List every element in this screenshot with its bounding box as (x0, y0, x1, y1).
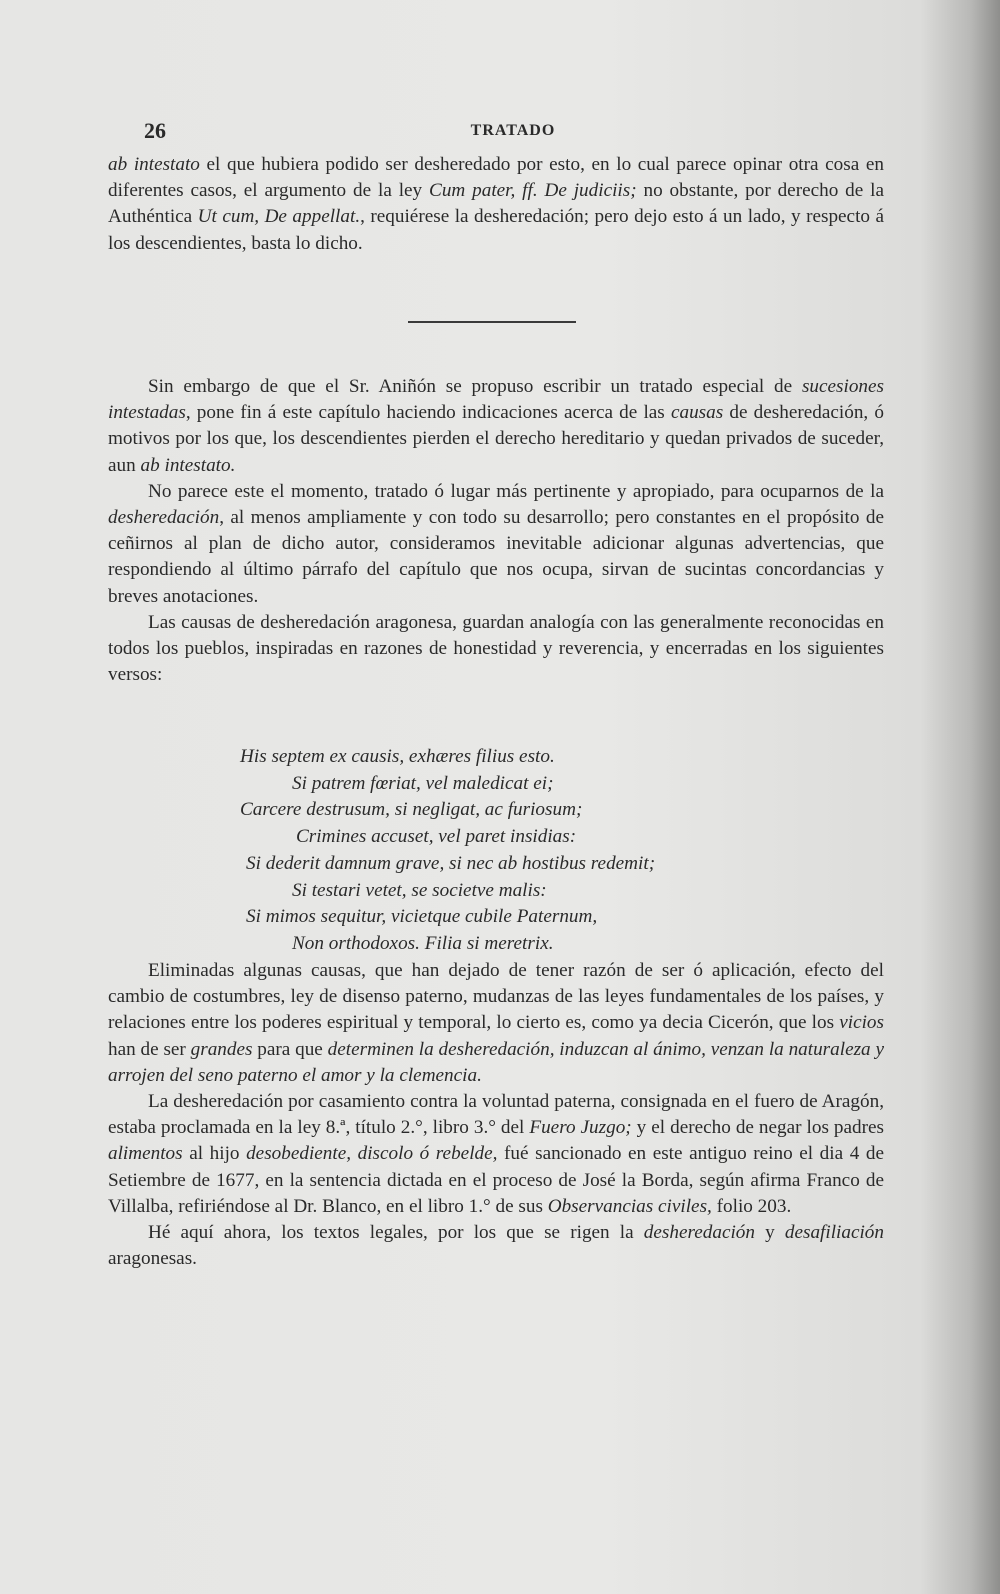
italic-phrase: desheredación (108, 507, 220, 529)
italic-phrase: ab intestato. (140, 454, 236, 476)
page-number: 26 (144, 118, 166, 143)
verse-line: Crimines accuset, vel paret insidias: (296, 826, 577, 848)
text-run: La desheredación por casamiento contra la voluntad paterna, consignada en el fuero de Aragón, estaba proclamada en la ley 8.ª, título 2.°, libro 3.° del (108, 1091, 884, 1139)
paragraph (108, 479, 884, 610)
text-run: y (754, 1222, 785, 1244)
text-run: , requiérese la desheredación; pero dejo esto á un lado, y respecto á los descendientes, basta lo dicho. (108, 206, 884, 254)
text-run: de desheredación, ó motivos por los que, los descendientes pierden el derecho hereditario y quedan privados de suceder, aun (108, 402, 884, 476)
italic-phrase: Observancias civiles, (547, 1195, 712, 1217)
text-run: al hijo (182, 1143, 247, 1165)
italic-phrase: grandes (190, 1038, 253, 1060)
verse-line: Si dederit damnum grave, si nec ab hostibus redemit; (246, 852, 656, 874)
italic-phrase: sucesiones intestadas (108, 376, 884, 424)
text-run: No parece este el momento, tratado ó lugar más pertinente y apropiado, para ocuparnos de la (148, 480, 884, 502)
text-block-3 (108, 958, 884, 1272)
italic-phrase: determinen la desheredación, induzcan al ánimo, venzan la naturaleza y arrojen del seno paterno el amor y la clemencia. (108, 1038, 884, 1086)
text-run: aragonesas. (108, 1248, 197, 1270)
text-run: folio 203. (711, 1195, 792, 1217)
text-run: , al menos ampliamente y con todo su desarrollo; pero constantes en el propósito de ceñirnos al plan de dicho autor, consideramos inevitable adicionar algunas advertencias, que respondiendo al último párrafo del capítulo que nos ocupa, sirvan de sucintas concordancias y breves anotaciones. (108, 507, 884, 607)
text-run: para que (252, 1038, 328, 1060)
text-run: , pone fin á este capítulo haciendo indicaciones acerca de las (185, 402, 671, 424)
italic-phrase: causas (670, 402, 724, 424)
verse-line: Carcere destrusum, si negligat, ac furiosum; (240, 799, 583, 821)
text-run: Eliminadas algunas causas, que han dejado de tener razón de ser ó aplicación, efecto del cambio de costumbres, ley de disenso paterno, mudanzas de las leyes fundamentales de los países, y relaciones entre los poderes espiritual y temporal, lo cierto es, como ya decia Cicerón, que los (108, 960, 884, 1034)
page-header (140, 118, 886, 144)
italic-phrase: vicios (839, 1012, 884, 1034)
text-run: han de ser (108, 1038, 191, 1060)
italic-phrase: alimentos (108, 1143, 183, 1165)
paragraph (108, 374, 884, 479)
text-run: Sin embargo de que el Sr. Aniñón se propuso escribir un tratado especial de (148, 376, 802, 397)
running-head: TRATADO (470, 122, 556, 139)
paragraph (108, 152, 884, 257)
latin-verse (240, 744, 800, 958)
text-run: fué sancionado en este antiguo reino el dia 4 de Setiembre de 1677, en la sentencia dictada en el proceso de José la Borda, según afirma Franco de Villalba, refiriéndose al Dr. Blanco, en el libro 1.° de sus (108, 1143, 884, 1217)
text-run: no obstante, por derecho de la Authéntica (108, 180, 884, 228)
paragraph (108, 1089, 884, 1220)
italic-phrase: desobediente, discolo ó rebelde, (246, 1143, 498, 1165)
italic-phrase: desheredación (643, 1222, 755, 1244)
italic-phrase: Fuero Juzgo; (529, 1117, 632, 1139)
verse-line: Non orthodoxos. Filia si meretrix. (292, 932, 554, 954)
text-block-1 (108, 152, 884, 257)
paragraph (108, 1220, 884, 1272)
paragraph (108, 958, 884, 1089)
paragraph: Las causas de desheredación aragonesa, guardan analogía con las generalmente reconocidas en todos los pueblos, inspiradas en razones de honestidad y reverencia, y encerradas en los siguientes versos: (108, 611, 884, 686)
verse-line: His septem ex causis, exhæres filius esto. (240, 746, 555, 767)
italic-phrase: Cum pater, ff. De judiciis; (429, 180, 637, 202)
text-run: y el derecho de negar los padres (631, 1117, 884, 1139)
italic-phrase: ab intestato (108, 154, 200, 175)
section-divider (408, 321, 576, 323)
text-run: el que hubiera podido ser desheredado por esto, en lo cual parece opinar otra cosa en diferentes casos, el argumento de la ley (108, 154, 884, 202)
italic-phrase: Ut cum, De appellat. (197, 206, 361, 228)
text-run: Hé aquí ahora, los textos legales, por los que se rigen la (148, 1222, 644, 1244)
verse-line: Si patrem fœriat, vel maledicat ei; (292, 772, 554, 794)
italic-phrase: desafiliación (784, 1222, 884, 1244)
verse-line: Si testari vetet, se societve malis: (292, 879, 547, 901)
verse-line: Si mimos sequitur, vicietque cubile Paternum, (246, 906, 598, 928)
text-block-2 (108, 374, 884, 688)
